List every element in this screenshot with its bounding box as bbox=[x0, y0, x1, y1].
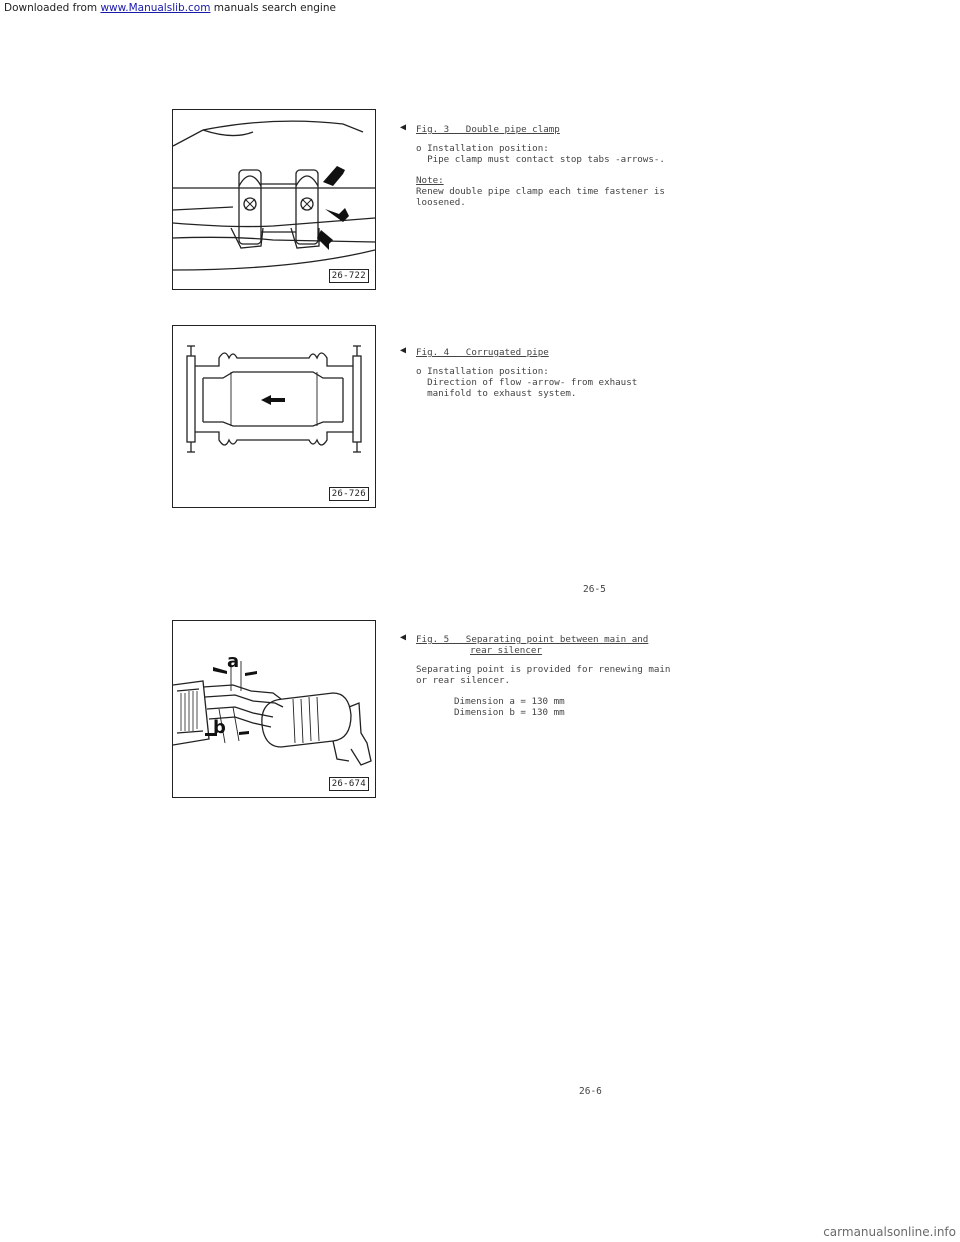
dimension-b-text: Dimension b = 130 mm bbox=[454, 707, 565, 718]
figure-4-label: 26-726 bbox=[329, 487, 369, 501]
figure-3-line-2: Pipe clamp must contact stop tabs -arrows-. bbox=[416, 154, 665, 165]
dimension-a-letter: a bbox=[227, 651, 240, 672]
figure-3-title: Fig. 3 Double pipe clamp bbox=[416, 124, 560, 135]
figure-3-note-heading: Note: bbox=[416, 175, 444, 186]
figure-5-line-2: or rear silencer. bbox=[416, 675, 511, 686]
dimension-a-text: Dimension a = 130 mm bbox=[454, 696, 565, 707]
figure-5-label: 26-674 bbox=[329, 777, 369, 791]
figure-5-line-1: Separating point is provided for renewing main bbox=[416, 664, 671, 675]
figure-3-illustration bbox=[172, 109, 376, 290]
manualslib-link[interactable]: www.Manualslib.com bbox=[100, 2, 211, 14]
figure-4-line-3: manifold to exhaust system. bbox=[416, 388, 577, 399]
figure-3-note-line-1: Renew double pipe clamp each time fastener is bbox=[416, 186, 665, 197]
figure-5-caption bbox=[416, 634, 686, 718]
page-number-26-5: 26-5 bbox=[583, 584, 606, 595]
header-suffix: manuals search engine bbox=[210, 2, 336, 14]
figure-4-pointer-icon: ◀ bbox=[400, 345, 407, 356]
figure-3-line-1: o Installation position: bbox=[416, 143, 549, 154]
figure-3-label: 26-722 bbox=[329, 269, 369, 283]
figure-3-caption bbox=[416, 124, 676, 208]
figure-5-illustration bbox=[172, 620, 376, 798]
figure-4-title: Fig. 4 Corrugated pipe bbox=[416, 347, 549, 358]
dimension-b-letter: b bbox=[213, 717, 226, 738]
header-prefix: Downloaded from bbox=[4, 2, 101, 14]
figure-4-caption bbox=[416, 347, 676, 399]
double-pipe-clamp-drawing bbox=[173, 110, 375, 289]
page-number-26-6: 26-6 bbox=[579, 1086, 602, 1097]
figure-3-pointer-icon: ◀ bbox=[400, 122, 407, 133]
figure-4-illustration bbox=[172, 325, 376, 508]
figure-4-line-2: Direction of flow -arrow- from exhaust bbox=[416, 377, 638, 388]
download-header bbox=[4, 2, 336, 14]
footer-watermark: carmanualsonline.info bbox=[823, 1225, 956, 1239]
corrugated-pipe-drawing bbox=[173, 326, 375, 507]
figure-5-title-line-2: rear silencer bbox=[470, 645, 542, 656]
figure-5-pointer-icon: ◀ bbox=[400, 632, 407, 643]
silencer-separation-drawing bbox=[173, 621, 375, 797]
figure-4-line-1: o Installation position: bbox=[416, 366, 549, 377]
figure-3-note-line-2: loosened. bbox=[416, 197, 466, 208]
figure-5-title-line-1: Fig. 5 Separating point between main and bbox=[416, 634, 649, 645]
